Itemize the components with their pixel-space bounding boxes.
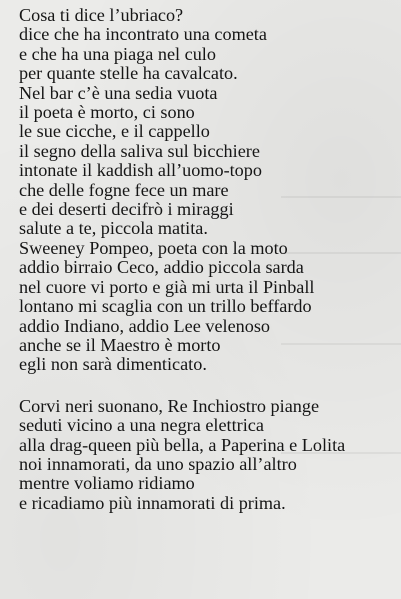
poem-line: le sue cicche, e il cappello: [19, 121, 210, 142]
poem-line: addio Indiano, addio Lee velenoso: [19, 315, 271, 336]
poem-line: Cosa ti dice l’ubriaco?: [19, 5, 184, 25]
poem-line: noi innamorati, da uno spazio all’altro: [19, 453, 297, 474]
poem-line: anche se il Maestro è morto: [19, 334, 221, 355]
poem: [19, 6, 397, 513]
poem-line: Sweeney Pompeo, poeta con la moto: [19, 237, 288, 258]
poem-line: che delle fogne fece un mare: [19, 179, 229, 200]
poem-line: lontano mi scaglia con un trillo beffardo: [19, 296, 312, 317]
stanza-2: [19, 397, 397, 513]
poem-line: Corvi neri suonano, Re Inchiostro piange: [19, 395, 320, 416]
poem-line: per quante stelle ha cavalcato.: [19, 63, 238, 84]
poem-line: seduti vicino a una negra elettrica: [19, 415, 264, 436]
poem-line: mentre voliamo ridiamo: [19, 473, 195, 494]
poem-line: alla drag-queen più bella, a Paperina e Lolita: [19, 434, 346, 455]
poem-line: il poeta è morto, ci sono: [19, 102, 195, 123]
poem-line: intonate il kaddish all’uomo-topo: [19, 160, 262, 181]
poem-line: e ricadiamo più innamorati di prima.: [19, 492, 286, 513]
poem-line: e dei deserti decifrò i miraggi: [19, 199, 234, 220]
poem-line: salute a te, piccola matita.: [19, 218, 208, 239]
poem-line: dice che ha incontrato una cometa: [19, 24, 267, 45]
poem-line: addio birraio Ceco, addio piccola sarda: [19, 257, 304, 278]
poem-line: nel cuore vi porto e già mi urta il Pinball: [19, 276, 315, 297]
poem-line: Nel bar c’è una sedia vuota: [19, 82, 218, 103]
stanza-1: [19, 6, 397, 375]
poem-line: il segno della saliva sul bicchiere: [19, 140, 260, 161]
poem-line: egli non sarà dimenticato.: [19, 354, 207, 375]
poem-line: e che ha una piaga nel culo: [19, 43, 216, 64]
